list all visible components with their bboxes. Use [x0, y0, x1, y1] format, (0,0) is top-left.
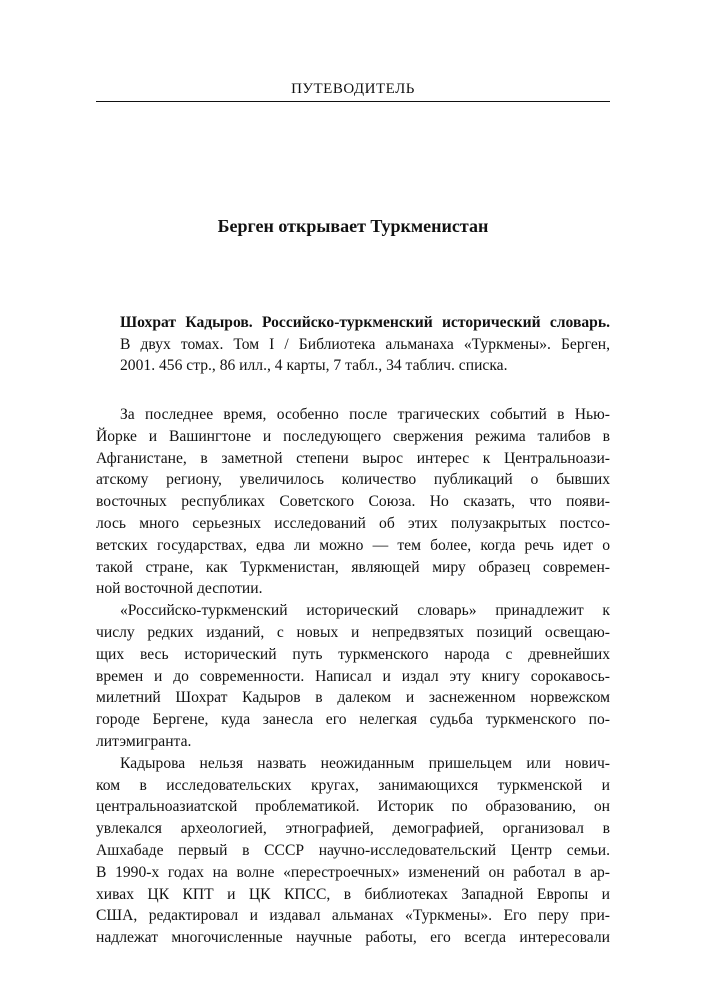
book-reference: [120, 312, 610, 377]
text-line: милетний Шохрат Кадыров в далеком и заснеженном норвежском: [96, 689, 610, 707]
text-line: В 1990-х годах на волне «перестроечных» изменений он работал в ар-: [96, 863, 610, 881]
text-line: центральноазиатской проблематикой. Историк по образованию, он: [96, 798, 610, 816]
text-line: надлежат многочисленные научные работы, его всегда интересовали: [96, 929, 610, 947]
text-line: Кадырова нельзя назвать неожиданным пришельцем или нович-: [120, 754, 610, 772]
book-author-title: Шохрат Кадыров. Российско-туркменский исторический словарь.: [120, 314, 610, 331]
text-line: такой стране, как Туркменистан, являющей миру образец современ-: [96, 558, 610, 576]
text-line: ком в исследовательских кругах, занимающихся туркменской и: [96, 776, 610, 794]
text-line: восточных республиках Советского Союза. Но сказать, что появи-: [96, 493, 610, 511]
text-line: ной восточной деспотии.: [96, 580, 263, 598]
book-reference-line: 2001. 456 стр., 86 илл., 4 карты, 7 табл., 34 таблич. списка.: [120, 357, 508, 374]
article-title: Берген открывает Туркменистан: [217, 216, 489, 236]
text-line: числу редких изданий, с новых и непредвзятых позиций освещаю-: [96, 623, 610, 641]
text-line: США, редактировал и издавал альманах «Туркмены». Его перу при-: [96, 907, 610, 925]
text-line: времен и до современности. Написал и издал эту книгу сорокавось-: [96, 667, 610, 685]
article-body: [96, 404, 610, 949]
text-line: За последнее время, особенно после трагических событий в Нью-: [120, 406, 610, 423]
paragraph: [96, 404, 610, 600]
text-line: литэмигранта.: [96, 732, 192, 750]
text-line: ветских государствах, едва ли можно — тем более, когда речь идет о: [96, 536, 610, 554]
text-line: щих весь исторический путь туркменского народа с древнейших: [96, 645, 610, 663]
running-head: ПУТЕВОДИТЕЛЬ: [291, 81, 415, 97]
text-line: «Российско-туркменский исторический словарь» принадлежит к: [120, 602, 610, 620]
header-rule: [96, 101, 610, 102]
paragraph: [96, 753, 610, 949]
text-line: атскому региону, увеличилось количество публикаций о бывших: [96, 471, 610, 489]
book-reference-line: [120, 312, 610, 334]
text-line: городе Бергене, куда занесла его нелегкая судьба туркменского по-: [96, 711, 610, 729]
text-line: хивах ЦК КПТ и ЦК КПСС, в библиотеках Западной Европы и: [96, 885, 610, 903]
text-line: Ашхабаде первый в СССР научно-исследовательский Центр семьи.: [96, 841, 610, 859]
paragraph: [96, 600, 610, 753]
text-line: увлекался археологией, этнографией, демографией, организовал в: [96, 820, 610, 838]
text-line: Йорке и Вашингтоне и последующего свержения режима талибов в: [96, 427, 610, 445]
text-line: лось много серьезных исследований об этих полузакрытых постсо-: [96, 514, 610, 532]
text-line: Афганистане, в заметной степени вырос интерес к Центральноази-: [96, 449, 610, 467]
book-reference-line: В двух томах. Том I / Библиотека альманаха «Туркмены». Берген,: [120, 335, 610, 353]
